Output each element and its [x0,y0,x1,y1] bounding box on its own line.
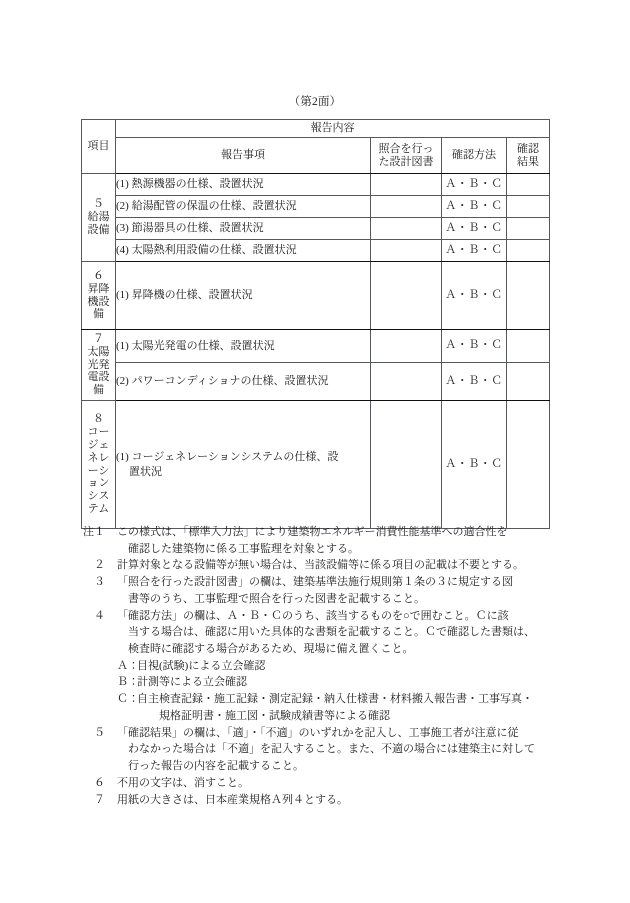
legend-item-a [83,658,553,675]
report-matter-cell: (1) 熱源機器の仕様、設置状況 [116,174,371,196]
note-body [117,557,553,574]
check-method-cell[interactable]: Ａ・Ｂ・Ｃ [442,174,507,196]
legend-marker: Ｂ： [117,676,139,689]
note-line: わなかった場合は「不適」を記入すること。また、不適の場合には建築主に対して [128,743,535,756]
header-item: 項目 [82,120,116,174]
table-row [82,240,550,262]
note-line: 当する場合は、確認に用いた具体的な書類を記載すること。Ｃで確認した書類は、 [128,626,535,639]
note-line: 確認した建築物に係る工事監理を対象とする。 [128,542,359,555]
header-check-result-line2: 結果 [517,155,539,168]
legend-body [137,691,553,724]
note-marker: ４ [94,609,105,622]
report-matter-cell [116,401,371,529]
header-design-documents [371,138,442,174]
check-method-cell[interactable]: Ａ・Ｂ・Ｃ [442,363,507,401]
note-marker: 注１ [83,526,105,538]
note-line: 計算対象となる設備等が無い場合は、当該設備等に係る項目の記載は不要とする。 [117,559,524,572]
section-item-label-7 [82,330,116,401]
design-document-cell[interactable] [371,401,442,529]
check-method-cell[interactable]: Ａ・Ｂ・Ｃ [442,401,507,529]
report-matter-cell: (2) パワーコンディショナの仕様、設置状況 [116,363,371,401]
check-method-cell[interactable]: Ａ・Ｂ・Ｃ [442,196,507,218]
table-header-row-top [82,120,550,138]
note-marker: ３ [94,576,105,589]
section-label-line: ５ [93,198,104,211]
note-marker: ２ [94,559,105,572]
design-document-cell[interactable] [371,240,442,262]
section-label-line: ョン [87,477,110,490]
design-document-cell[interactable] [371,363,442,401]
section-label-line: 設備 [87,223,110,236]
design-document-cell[interactable] [371,330,442,363]
header-check-result [507,138,550,174]
section-label-line: ネレ [87,451,110,464]
table-row [82,401,550,529]
note-body [117,775,553,792]
legend-marker: Ｃ： [117,693,139,706]
note-marker: ７ [94,793,105,806]
check-method-cell[interactable]: Ａ・Ｂ・Ｃ [442,262,507,330]
check-result-cell[interactable] [507,218,550,240]
note-line: 「確認方法」の欄は、Ａ・Ｂ・Ｃのうち、該当するものを○で囲むこと。Ｃに該 [117,609,509,622]
note-body [117,608,553,658]
table-body [82,120,550,529]
header-check-method: 確認方法 [442,138,507,174]
legend-body [137,658,553,675]
note-line: 書等のうち、工事監理で照合を行った図書を記載すること。 [128,592,425,605]
header-design-documents-line2: た設計図書 [378,155,434,168]
page-label: （第2面） [288,96,342,108]
note-body [117,725,553,775]
check-method-cell[interactable]: Ａ・Ｂ・Ｃ [442,218,507,240]
note-line: 検査時に確認する場合があるため、現場に備え置くこと。 [128,643,414,656]
section-label-line: テム [87,503,110,516]
legend-line: 規格証明書・施工図・試験成績書等による確認 [159,709,390,722]
check-method-cell[interactable]: Ａ・Ｂ・Ｃ [442,330,507,363]
note-line: この様式は、「標準入力法」により建築物エネルギー消費性能基準への適合性を [117,526,508,538]
section-label-line: 昇降 [87,282,110,295]
legend-line: 自主検査記録・施工記録・測定記録・納入仕様書・材料搬入報告書・工事写真・ [137,693,533,706]
check-result-cell[interactable] [507,196,550,218]
section-label-line: ７ [93,332,104,345]
section-label-line: 太陽 [87,345,110,358]
note-marker: ６ [94,776,105,789]
note-line: 「照合を行った設計図書」の欄は、建築基準法施行規則第１条の３に規定する図 [117,576,513,589]
note-marker: ５ [94,726,105,739]
check-result-cell[interactable] [507,174,550,196]
legend-line: 目視(試験)による立会確認 [137,659,266,672]
report-matter-cell: (1) 昇降機の仕様、設置状況 [116,262,371,330]
report-matter-line2: 置状況 [129,465,162,478]
notes-section [83,524,553,808]
note-item [83,608,553,658]
check-result-cell[interactable] [507,401,550,529]
check-result-cell[interactable] [507,262,550,330]
legend-body [137,674,553,691]
design-document-cell[interactable] [371,218,442,240]
note-body [117,792,553,809]
section-label-line: 機設 [87,295,110,308]
section-label-line: 備 [93,308,104,321]
section-label-line: ６ [93,269,104,282]
table-row [82,196,550,218]
report-matter-cell: (3) 節湯器具の仕様、設置状況 [116,218,371,240]
table-row [82,262,550,330]
header-report-matter: 報告事項 [116,138,371,174]
note-item [83,792,553,809]
table-row [82,363,550,401]
table-row [82,218,550,240]
check-result-cell[interactable] [507,330,550,363]
note-body [117,524,553,557]
design-document-cell[interactable] [371,196,442,218]
section-label-line: 給湯 [87,211,110,224]
note-line: 行った報告の内容を記載すること。 [128,760,304,773]
section-label-line: ーシ [87,464,110,477]
report-matter-cell: (1) 太陽光発電の仕様、設置状況 [116,330,371,363]
note-item [83,557,553,574]
check-method-cell[interactable]: Ａ・Ｂ・Ｃ [442,240,507,262]
note-item [83,524,553,557]
note-body [117,574,553,607]
header-report-content: 報告内容 [116,120,550,138]
note-line: 「確認結果」の欄は、「適」・「不適」のいずれかを記入し、工事施工者が注意に従 [117,726,519,739]
design-document-cell[interactable] [371,174,442,196]
section-label-line: 光発 [87,358,110,371]
section-label-line: シス [87,490,110,503]
header-check-result-line1: 確認 [517,142,539,155]
report-matter-line1: (1) コージェネレーションシステムの仕様、設 [116,450,339,463]
check-method-legend [83,658,553,725]
section-label-line: ジェ [87,438,110,451]
note-line: 用紙の大きさは、日本産業規格Ａ列４とする。 [117,793,348,806]
table-row [82,174,550,196]
section-item-label-6 [82,262,116,330]
check-result-cell[interactable] [507,240,550,262]
note-item [83,574,553,607]
design-document-cell[interactable] [371,262,442,330]
note-line: 不用の文字は、消すこと。 [117,776,249,789]
report-matter-cell: (4) 太陽熱利用設備の仕様、設置状況 [116,240,371,262]
construction-supervision-report-table [81,119,550,529]
section-label-line: コー [87,425,110,438]
table-header-row-sub [82,138,550,174]
section-label-line: 備 [93,384,104,397]
legend-item-b [83,674,553,691]
legend-item-c [83,691,553,724]
note-item [83,725,553,775]
legend-line: 計測等による立会確認 [137,676,247,689]
note-item [83,775,553,792]
section-item-label-5 [82,174,116,262]
section-label-line: ８ [93,413,104,426]
check-result-cell[interactable] [507,363,550,401]
legend-marker: Ａ： [117,659,139,672]
header-design-documents-line1: 照合を行っ [378,142,434,155]
table-row [82,330,550,363]
section-label-line: 電設 [87,371,110,384]
section-item-label-8 [82,401,116,529]
report-matter-cell: (2) 給湯配管の保温の仕様、設置状況 [116,196,371,218]
